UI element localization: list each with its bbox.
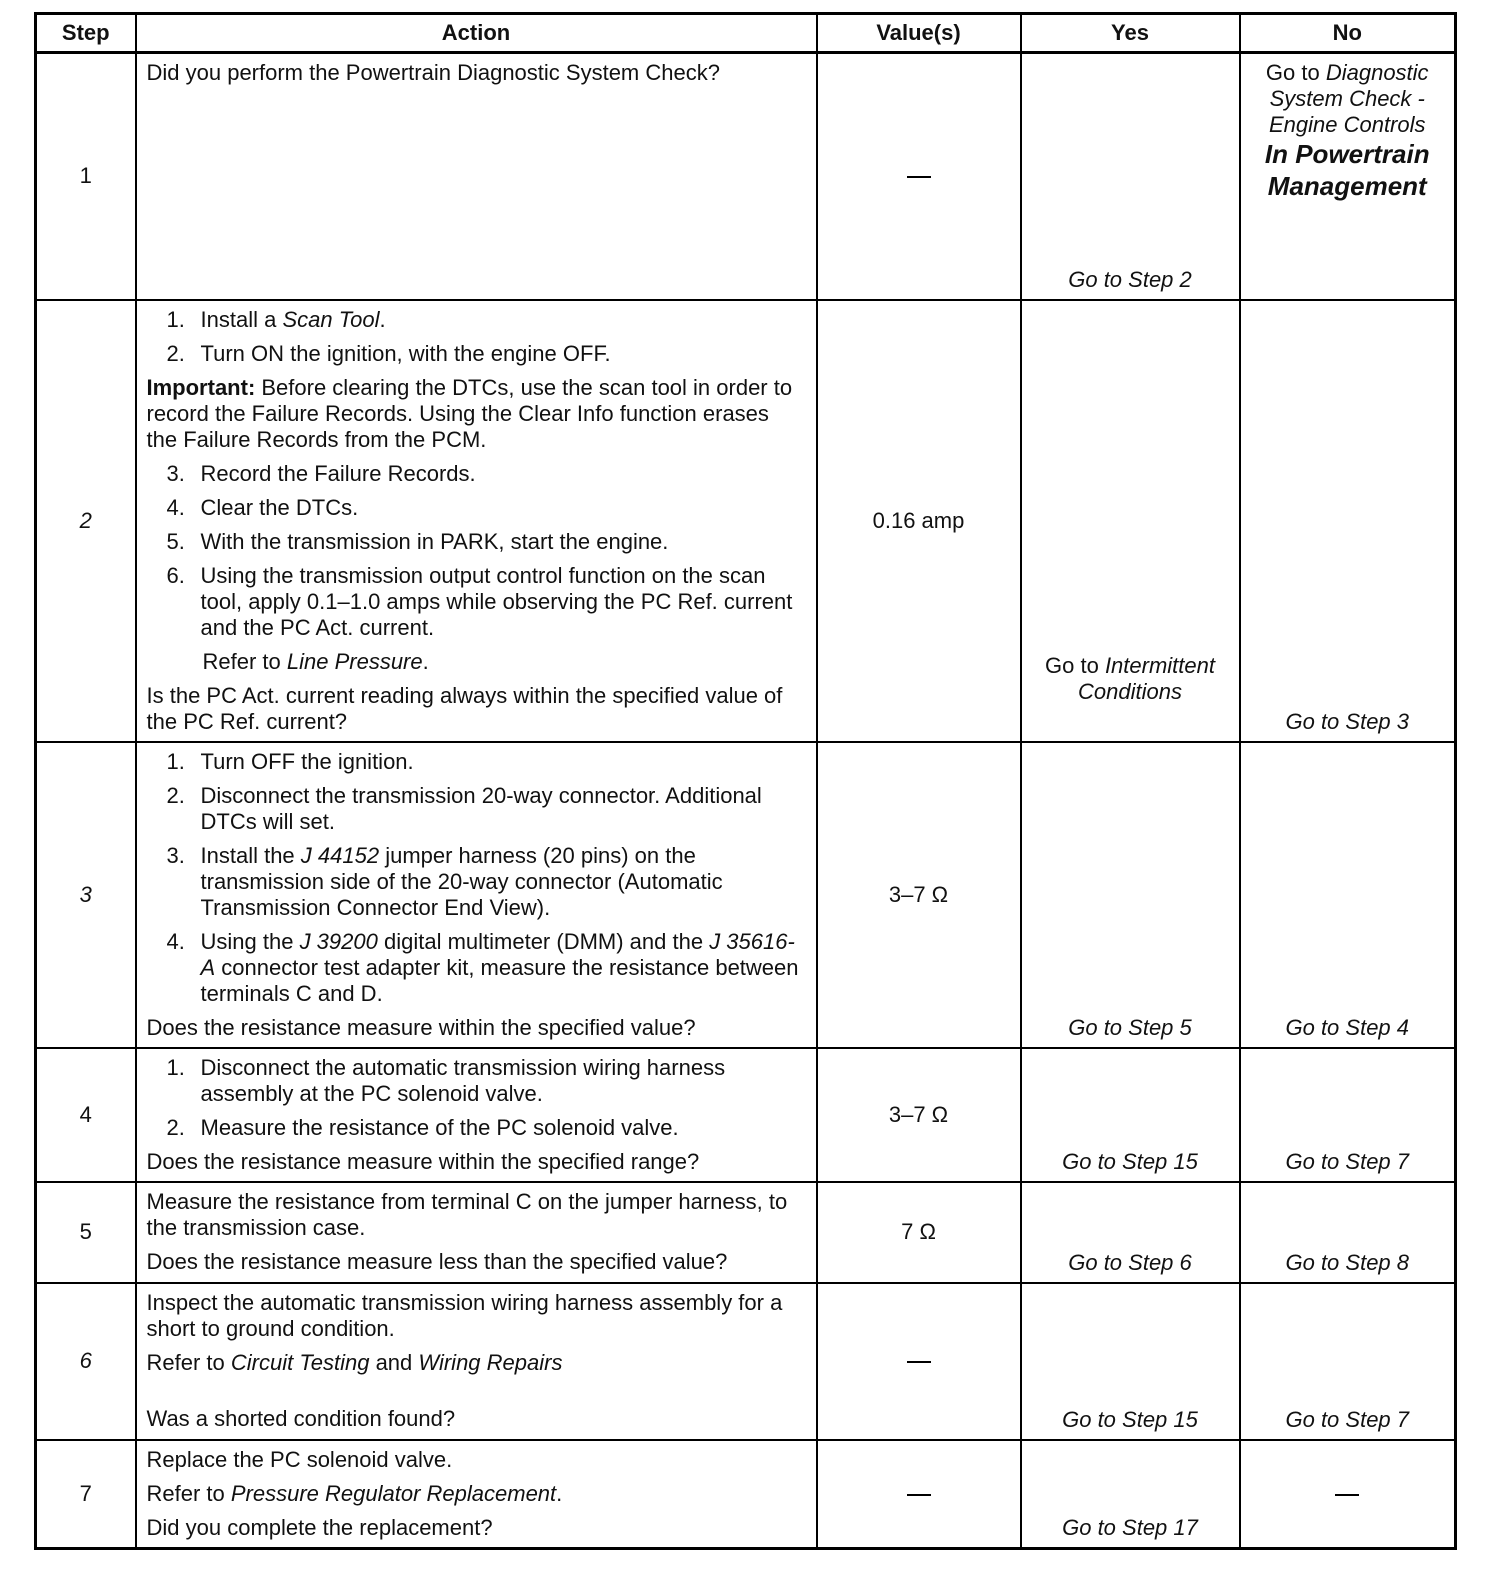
step-number: 1 (36, 53, 136, 300)
value-cell: 3–7 Ω (817, 742, 1021, 1048)
value-cell (817, 1283, 1021, 1440)
action-list-item: 3. Install the J 44152 jumper harness (20 pins) on the transmission side of the 20-way connector (Automatic Transmission Connector End View). (166, 842, 723, 920)
action-list-item: 2. Disconnect the transmission 20-way connector. Additional DTCs will set. (166, 782, 762, 834)
dash-placeholder (1335, 1494, 1359, 1496)
action-list-item: 3. Record the Failure Records. (166, 460, 476, 486)
table-row-step-3 (36, 742, 1456, 1048)
action-question: Did you perform the Powertrain Diagnostic System Check? (146, 60, 720, 85)
yes-goto-link[interactable]: Go to Step 2 (1068, 266, 1192, 292)
yes-goto-link[interactable]: Go to Step 17 (1062, 1514, 1198, 1540)
header-no: No (1240, 14, 1456, 53)
no-cell (1240, 1182, 1456, 1283)
tool-j44152-link[interactable]: J 44152 (300, 842, 380, 868)
action-question: Is the PC Act. current reading always within the specified value of the PC Ref. current? (146, 682, 783, 734)
yes-cell (1021, 53, 1240, 300)
pressure-regulator-replacement-link[interactable]: Pressure Regulator Replacement (230, 1480, 557, 1506)
table-header-row (36, 14, 1456, 53)
header-action: Action (136, 14, 817, 53)
important-label: Important: (146, 374, 256, 400)
yes-cell (1021, 300, 1240, 742)
no-goto-link[interactable]: Go to Step 7 (1285, 1148, 1410, 1174)
diagnostic-table-page (34, 12, 1454, 1550)
important-note: Important: Before clearing the DTCs, use the scan tool in order to record the Failure Records. Using the Clear Info function erases the Failure Records from the PCM. (146, 374, 793, 452)
refer-note: Refer to Line Pressure. (202, 648, 429, 674)
no-cell (1240, 1440, 1456, 1549)
action-cell (136, 1182, 817, 1283)
header-step: Step (36, 14, 136, 53)
yes-goto-link[interactable]: Go to Step 6 (1068, 1249, 1192, 1275)
scan-tool-link[interactable]: Scan Tool (282, 306, 380, 332)
table-row-step-6 (36, 1283, 1456, 1440)
table-row-step-2 (36, 300, 1456, 742)
action-list-item: 5. With the transmission in PARK, start the engine. (166, 528, 669, 554)
table-row-step-1 (36, 53, 1456, 300)
no-cell (1240, 1283, 1456, 1440)
yes-goto-link[interactable]: Go to Step 15 (1062, 1406, 1198, 1432)
value-cell: 7 Ω (817, 1182, 1021, 1283)
header-values: Value(s) (817, 14, 1021, 53)
yes-cell (1021, 742, 1240, 1048)
no-goto-link[interactable]: Go to Step 3 (1285, 708, 1410, 734)
action-list-item: 4. Clear the DTCs. (166, 494, 359, 520)
refer-note: Refer to Pressure Regulator Replacement. (146, 1480, 563, 1506)
action-text: Inspect the automatic transmission wiring harness assembly for a short to ground condition. (146, 1289, 783, 1341)
yes-goto-link[interactable]: Go to Step 5 (1068, 1014, 1192, 1040)
no-goto-link[interactable]: Go to Step 8 (1285, 1249, 1410, 1275)
no-goto-link[interactable] (1241, 54, 1455, 208)
tool-j35616a-link[interactable]: J 35616-A (200, 928, 795, 980)
yes-goto-link[interactable]: Go to Step 15 (1062, 1148, 1198, 1174)
action-list-item: 2. Measure the resistance of the PC solenoid valve. (166, 1114, 679, 1140)
action-list-item: 1. Turn OFF the ignition. (166, 748, 414, 774)
no-goto-link[interactable]: Go to Step 4 (1285, 1014, 1410, 1040)
step-number: 3 (36, 742, 136, 1048)
goto-manual-section: In Powertrain Management (1264, 139, 1430, 201)
goto-target: Diagnostic System Check - Engine Controls (1268, 60, 1429, 137)
dash-placeholder (907, 1361, 931, 1363)
step-number: 6 (36, 1283, 136, 1440)
no-cell (1240, 1048, 1456, 1182)
yes-cell (1021, 1283, 1240, 1440)
tool-j39200-link[interactable]: J 39200 (299, 928, 378, 954)
action-question: Does the resistance measure within the specified value? (146, 1014, 696, 1040)
refer-note: Refer to Circuit Testing and Wiring Repairs (146, 1349, 563, 1375)
value-cell (817, 1440, 1021, 1549)
action-text: Measure the resistance from terminal C on the jumper harness, to the transmission case. (146, 1188, 788, 1240)
step-number: 5 (36, 1182, 136, 1283)
no-cell (1240, 53, 1456, 300)
value-cell (817, 53, 1021, 300)
action-cell (136, 1283, 817, 1440)
action-cell (136, 1048, 817, 1182)
action-question: Does the resistance measure within the specified range? (146, 1148, 700, 1174)
goto-prefix: Go to (1265, 60, 1326, 85)
no-cell (1240, 742, 1456, 1048)
value-cell: 3–7 Ω (817, 1048, 1021, 1182)
action-cell (136, 1440, 817, 1549)
circuit-testing-link[interactable]: Circuit Testing (230, 1349, 370, 1375)
action-list-item: 2. Turn ON the ignition, with the engine OFF. (166, 340, 611, 366)
dash-placeholder (907, 1494, 931, 1496)
action-question: Does the resistance measure less than the specified value? (146, 1248, 728, 1274)
action-list-item: 1. Install a Scan Tool. (166, 306, 386, 332)
dash-placeholder (907, 176, 931, 178)
action-list-item: 4. Using the J 39200 digital multimeter (DMM) and the J 35616-A connector test adapter kit, measure the resistance between terminals C and D. (166, 928, 799, 1006)
step-number: 2 (36, 300, 136, 742)
table-row-step-7 (36, 1440, 1456, 1549)
step-number: 4 (36, 1048, 136, 1182)
table-row-step-4 (36, 1048, 1456, 1182)
yes-cell (1021, 1440, 1240, 1549)
no-cell (1240, 300, 1456, 742)
action-list-item: 6. Using the transmission output control function on the scan tool, apply 0.1–1.0 amps while observing the PC Ref. current and the PC Act. current. (166, 562, 793, 640)
wiring-repairs-link[interactable]: Wiring Repairs (418, 1349, 563, 1375)
table-row-step-5 (36, 1182, 1456, 1283)
step-number: 7 (36, 1440, 136, 1549)
value-cell: 0.16 amp (817, 300, 1021, 742)
no-goto-link[interactable]: Go to Step 7 (1285, 1406, 1410, 1432)
header-yes: Yes (1021, 14, 1240, 53)
action-list-item: 1. Disconnect the automatic transmission wiring harness assembly at the PC solenoid valve. (166, 1054, 726, 1106)
diagnostic-table (34, 12, 1457, 1550)
action-cell (136, 53, 817, 300)
yes-cell (1021, 1048, 1240, 1182)
yes-goto-link[interactable]: Go to Intermittent Conditions (1045, 652, 1215, 704)
action-question: Did you complete the replacement? (146, 1514, 493, 1540)
action-text: Replace the PC solenoid valve. (146, 1446, 453, 1472)
action-cell (136, 300, 817, 742)
yes-cell (1021, 1182, 1240, 1283)
action-cell (136, 742, 817, 1048)
action-question: Was a shorted condition found? (146, 1405, 456, 1431)
line-pressure-link[interactable]: Line Pressure (286, 648, 423, 674)
